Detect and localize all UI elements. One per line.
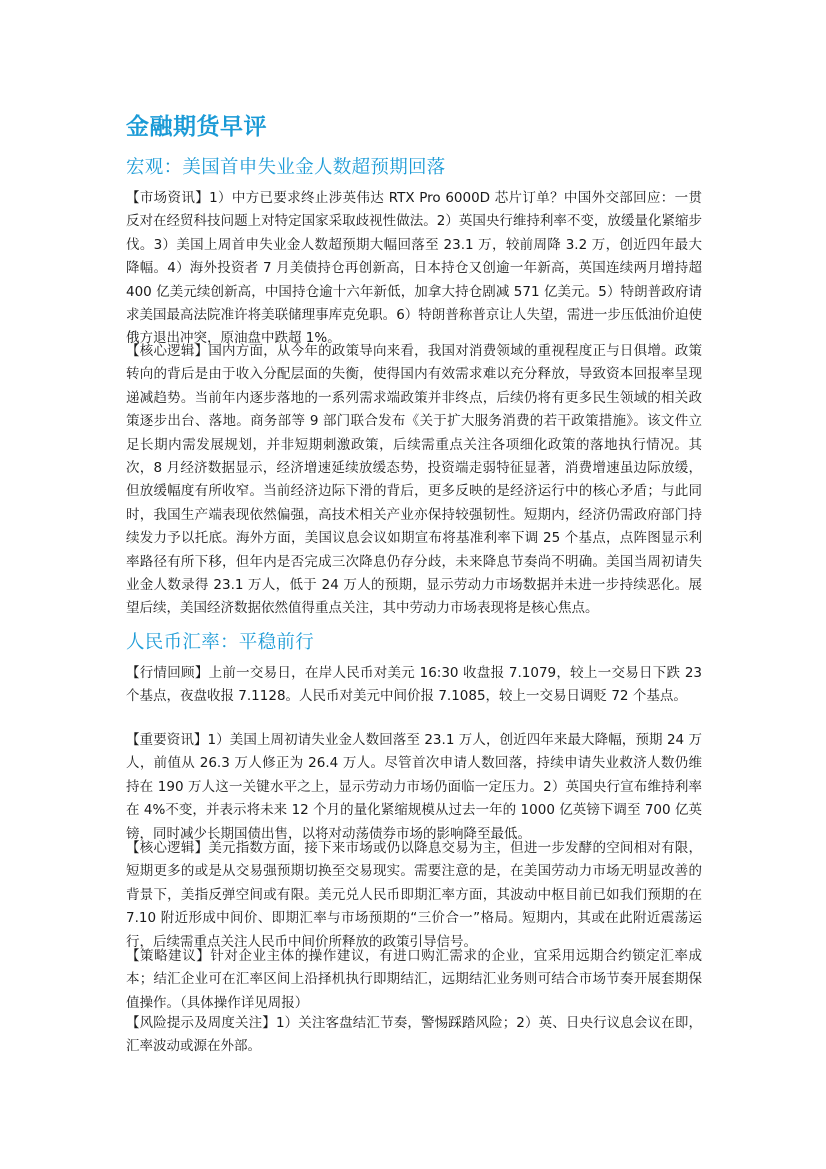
rmb-news-paragraph xyxy=(126,729,702,846)
rmb-heading: 人民币汇率：平稳前行 xyxy=(126,632,315,653)
rmb-risk-tag: 【风险提示及周度关注】 xyxy=(126,1015,276,1031)
macro-news-paragraph xyxy=(126,187,702,351)
rmb-logic-paragraph xyxy=(126,837,702,954)
rmb-risk-text: 1）关注客盘结汇节奏，警惕踩踏风险；2）英、日央行议息会议在即，汇率波动或源在外部。 xyxy=(126,1015,703,1055)
rmb-review-paragraph xyxy=(126,662,702,709)
rmb-strategy-tag: 【策略建议】 xyxy=(126,948,211,964)
rmb-news-text: 1）美国上周初请失业金人数回落至 23.1 万人，创近四年来最大降幅，预期 24 万人，前值从 26.3 万人修正为 26.4 万人。尽管首次申请人数回落，持续申请失业救济人数仍维持在 190 万人这一关键水平之上，显示劳动力市场仍面临一定压力。2）英国央行宣布维持利率在 4%不变，并表示将未来 12 个月的量化紧缩规模从过去一年的 1000 亿英镑下调至 700 亿英镑，同时减少长期国债出售，以将对动荡债券市场的影响降至最低。 xyxy=(126,732,702,842)
rmb-strategy-text: 针对企业主体的操作建议，有进口购汇需求的企业，宜采用远期合约锁定汇率成本；结汇企业可在汇率区间上沿择机执行即期结汇，远期结汇业务则可结合市场节奏开展套期保值操作。（具体操作详见周报） xyxy=(126,948,702,1011)
macro-news-tag: 【市场资讯】 xyxy=(126,190,210,206)
rmb-review-tag: 【行情回顾】 xyxy=(126,665,209,681)
rmb-news-tag: 【重要资讯】 xyxy=(126,732,208,748)
macro-logic-text: 国内方面，从今年的政策导向来看，我国对消费领域的重视程度正与日俱增。政策转向的背后是由于收入分配层面的失衡，使得国内有效需求难以充分释放，导致资本回报率呈现递减趋势。当前年内逐步落地的一系列需求端政策并非终点，后续仍将有更多民生领域的相关政策逐步出台、落地。商务部等 9 部门联合发布《关于扩大服务消费的若干政策措施》。该文件立足长期内需发展规划，并非短期刺激政策，后续需重点关注各项细化政策的落地执行情况。其次，8 月经济数据显示，经济增速延续放缓态势，投资端走弱特征显著，消费增速虽边际放缓，但放缓幅度有所收窄。当前经济边际下滑的背后，更多反映的是经济运行中的核心矛盾；与此同时，我国生产端表现依然偏强，高技术相关产业亦保持较强韧性。短期内，经济仍需政府部门持续发力予以托底。海外方面，美国议息会议如期宣布将基准利率下调 25 个基点，点阵图显示利率路径有所下移，但年内是否完成三次降息仍存分歧，未来降息节奏尚不明确。美国当周初请失业金人数录得 23.1 万人，低于 24 万人的预期，显示劳动力市场数据并未进一步持续恶化。展望后续，美国经济数据依然值得重点关注，其中劳动力市场表现将是核心焦点。 xyxy=(126,343,703,617)
rmb-logic-tag: 【核心逻辑】 xyxy=(126,840,209,856)
rmb-logic-text: 美元指数方面，接下来市场或仍以降息交易为主，但进一步发酵的空间相对有限，短期更多的或是从交易强预期切换至交易现实。需要注意的是，在美国劳动力市场无明显改善的背景下，美指反弹空间或有限。美元兑人民币即期汇率方面，其波动中枢目前已如我们预期的在 7.10 附近形成中间价、即期汇率与市场预期的“三价合一”格局。短期内，其或在此附近震荡运行，后续需重点关注人民币中间价所释放的政策引导信号。 xyxy=(126,840,703,950)
macro-logic-tag: 【核心逻辑】 xyxy=(126,343,209,359)
macro-heading: 宏观：美国首申失业金人数超预期回落 xyxy=(126,157,446,178)
rmb-review-text: 上前一交易日，在岸人民币对美元 16:30 收盘报 7.1079，较上一交易日下跌 23 个基点，夜盘收报 7.1128。人民币对美元中间价报 7.1085，较上一交易日调贬 72 个基点。 xyxy=(126,665,703,705)
rmb-risk-paragraph xyxy=(126,1012,702,1059)
rmb-strategy-paragraph xyxy=(126,945,702,1015)
page-title: 金融期货早评 xyxy=(126,114,267,140)
macro-news-text: 1）中方已要求终止涉英伟达 RTX Pro 6000D 芯片订单？中国外交部回应：一贯反对在经贸科技问题上对特定国家采取歧视性做法。2）英国央行维持利率不变，放缓量化紧缩步伐。3）美国上周首申失业金人数超预期大幅回落至 23.1 万，较前周降 3.2 万，创近四年最大降幅。4）海外投资者 7 月美债持仓再创新高，日本持仓又创逾一年新高，英国连续两月增持超 400 亿美元续创新高，中国持仓逾十六年新低，加拿大持仓剧减 571 亿美元。5）特朗普政府请求美国最高法院准许将美联储理事库克免职。6）特朗普称普京让人失望，需进一步压低油价迫使俄方退出冲突，原油盘中跌超 1%。 xyxy=(126,190,702,347)
macro-logic-paragraph xyxy=(126,340,702,621)
